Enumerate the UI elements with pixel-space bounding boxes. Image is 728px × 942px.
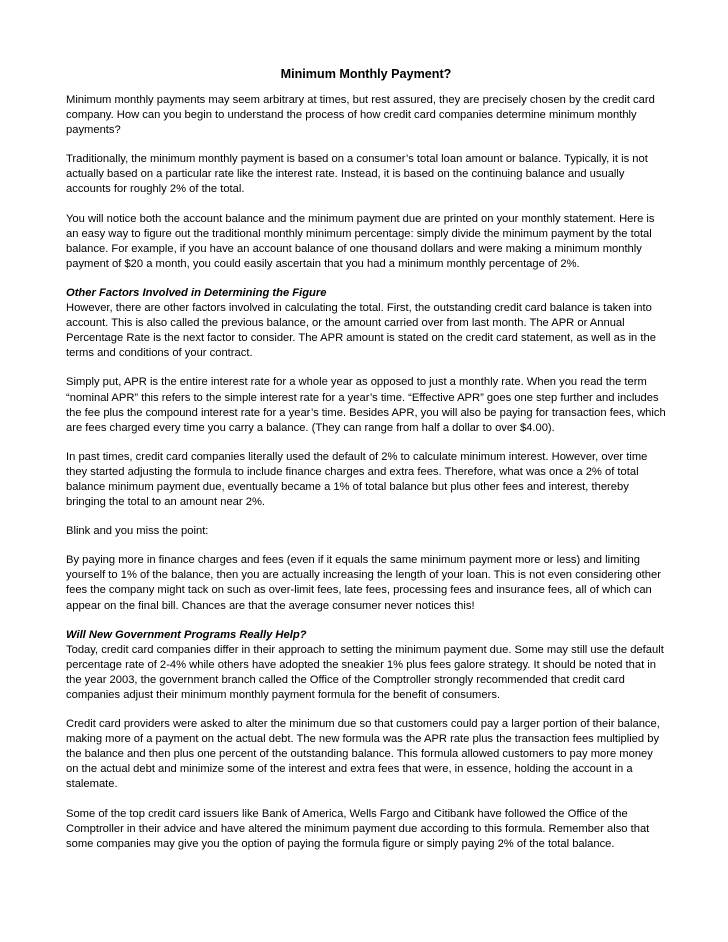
- section-heading-government-programs: Will New Government Programs Really Help?: [66, 628, 307, 641]
- paragraph-1: [66, 93, 666, 138]
- paragraph-text: Some of the top credit card issuers like Bank of America, Wells Fargo and Citibank have followed the Office of the Comptroller in their advice and have altered the minimum payment due according to this formula. Remember also that some companies may give you the option of paying the formula figure or simply paying 2% of the total balance.: [66, 807, 650, 850]
- paragraph-2: [66, 152, 666, 197]
- document-page: [66, 66, 666, 866]
- paragraph-text: Minimum monthly payments may seem arbitrary at times, but rest assured, they are precisely chosen by the credit card company. How can you begin to understand the process of how credit card companies determine minimum monthly payments?: [66, 94, 655, 137]
- paragraph-11: [66, 807, 666, 852]
- paragraph-8: [66, 553, 666, 613]
- paragraph-6: [66, 450, 666, 510]
- paragraph-text: In past times, credit card companies literally used the default of 2% to calculate minimum interest. However, over time they started adjusting the formula to include finance charges and extra fees. Therefore, what was once a 2% of total balance minimum payment due, eventually became a 1% of total balance but plus other fees and interest, thereby bringing the total to an amount near 2%.: [66, 450, 648, 509]
- paragraph-text: Blink and you miss the point:: [66, 525, 209, 538]
- section-heading-other-factors: Other Factors Involved in Determining the Figure: [66, 286, 327, 299]
- document-title: Minimum Monthly Payment?: [280, 67, 452, 81]
- paragraph-text: Simply put, APR is the entire interest rate for a whole year as opposed to just a monthly rate. When you read the term “nominal APR” this refers to the simple interest rate for a year’s time. “Effective APR” goes one step further and includes the fee plus the compound interest rate for a year’s time. Besides APR, you will also be paying for transaction fees, which are fees charged every time you carry a balance. (They can range from half a dollar to over $4.00).: [66, 376, 666, 434]
- paragraph-text: Today, credit card companies differ in their approach to setting the minimum payment due. Some may still use the default percentage rate of 2-4% while others have adopted the sneakier 1% plus fees galore strategy. It should be noted that in the year 2003, the government branch called the Office of the Comptroller strongly recommended that credit card companies adjust their minimum monthly payment formula for the benefit of consumers.: [66, 643, 664, 701]
- paragraph-4: [66, 286, 666, 361]
- paragraph-9: [66, 628, 666, 703]
- paragraph-text: Credit card providers were asked to alter the minimum due so that customers could pay a larger portion of their balance, making more of a payment on the actual debt. The new formula was the APR rate plus the transaction fees multiplied by the balance and then plus one percent of the outstanding balance. This formula allowed customers to pay more money on the actual debt and minimize some of the interest and extra fees that were, in essence, holding the account in a stalemate.: [66, 718, 660, 791]
- paragraph-10: [66, 717, 666, 792]
- paragraph-text: You will notice both the account balance and the minimum payment due are printed on your monthly statement. Here is an easy way to figure out the traditional monthly minimum percentage: simply divide the minimum payment by the total balance. For example, if you have an account balance of one thousand dollars and were making a minimum monthly payment of $20 a month, you could easily ascertain that you had a minimum monthly percentage of 2%.: [66, 212, 655, 270]
- paragraph-text: Traditionally, the minimum monthly payment is based on a consumer’s total loan amount or balance. Typically, it is not actually based on a particular rate like the interest rate. Instead, it is based on the continuing balance and usually accounts for roughly 2% of the total.: [66, 153, 648, 196]
- paragraph-text: By paying more in finance charges and fees (even if it equals the same minimum payment more or less) and limiting yourself to 1% of the balance, then you are actually increasing the length of your loan. This is not even considering other fees the company might tack on such as over-limit fees, late fees, processing fees and insurance fees, all of which can appear on the final bill. Chances are that the average consumer never notices this!: [66, 554, 661, 612]
- paragraph-7: [66, 524, 666, 539]
- paragraph-3: [66, 212, 666, 272]
- paragraph-text: However, there are other factors involved in calculating the total. First, the outstanding credit card balance is taken into account. This is also called the previous balance, or the amount carried over from last month. The APR or Annual Percentage Rate is the next factor to consider. The APR amount is stated on the credit card statement, as well as in the terms and conditions of your contract.: [66, 302, 656, 360]
- paragraph-5: [66, 375, 666, 435]
